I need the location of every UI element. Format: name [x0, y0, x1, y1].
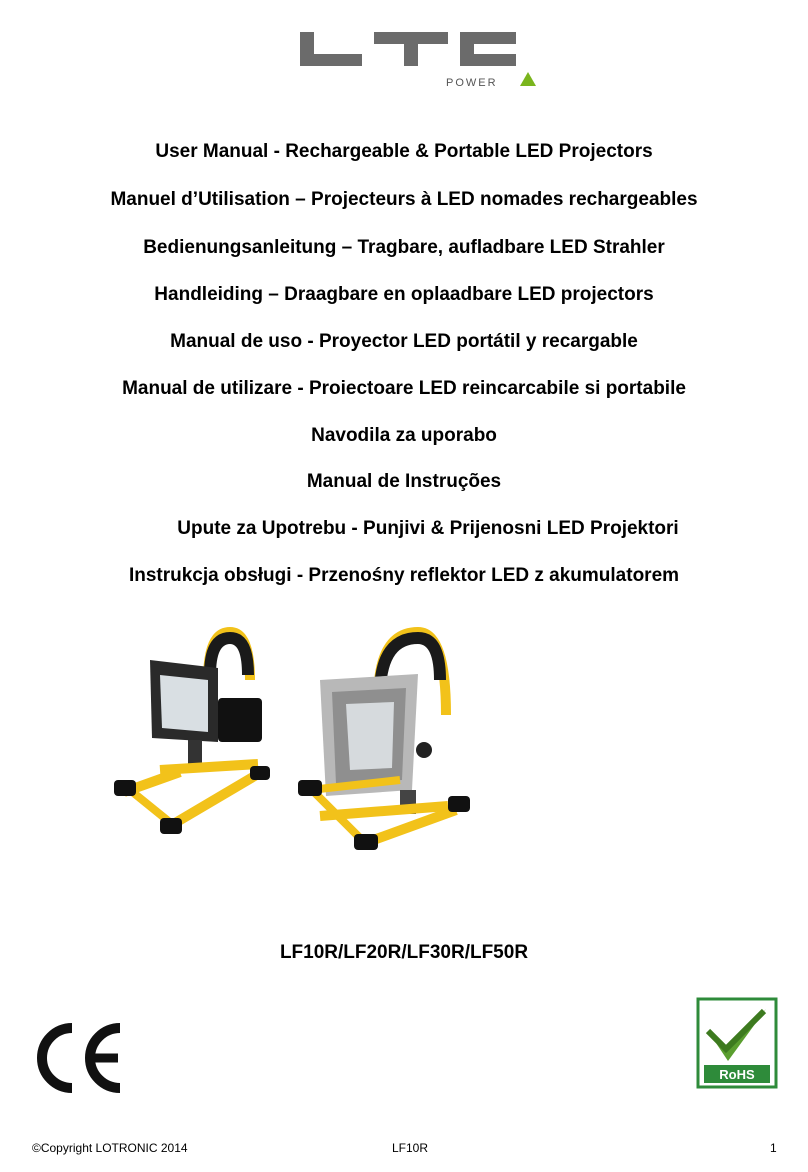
title-sl: Navodila za uporabo — [311, 425, 497, 446]
title-en: User Manual - Rechargeable & Portable LED Projectors — [155, 141, 653, 162]
title-es: Manual de uso - Proyector LED portátil y recargable — [170, 331, 638, 352]
footer-page-number: 1 — [770, 1141, 777, 1155]
title-nl: Handleiding – Draagbare en oplaadbare LED projectors — [154, 284, 654, 305]
footer-model: LF10R — [392, 1141, 429, 1155]
projector-large-image — [298, 632, 470, 850]
rohs-mark-icon — [696, 997, 778, 1089]
model-numbers: LF10R/LF20R/LF30R/LF50R — [279, 942, 529, 963]
title-fr: Manuel d’Utilisation – Projecteurs à LED nomades rechargeables — [110, 189, 698, 210]
title-de: Bedienungsanleitung – Tragbare, aufladbare LED Strahler — [143, 237, 665, 258]
title-hr: Upute za Upotrebu - Punjivi & Prijenosni LED Projektori — [177, 518, 679, 539]
title-ro: Manual de utilizare - Proiectoare LED reincarcabile si portabile — [122, 378, 686, 399]
footer-copyright: ©Copyright LOTRONIC 2014 — [32, 1141, 188, 1155]
title-pt: Manual de Instruções — [306, 471, 502, 492]
projector-small-image — [114, 632, 270, 834]
rohs-text: RoHS — [719, 1067, 755, 1082]
logo-power-text: POWER — [446, 77, 498, 89]
brand-logo — [300, 22, 540, 92]
title-pl: Instrukcja obsługi - Przenośny reflektor LED z akumulatorem — [128, 565, 680, 586]
product-illustration — [100, 620, 500, 870]
ce-mark-icon — [28, 1022, 128, 1094]
